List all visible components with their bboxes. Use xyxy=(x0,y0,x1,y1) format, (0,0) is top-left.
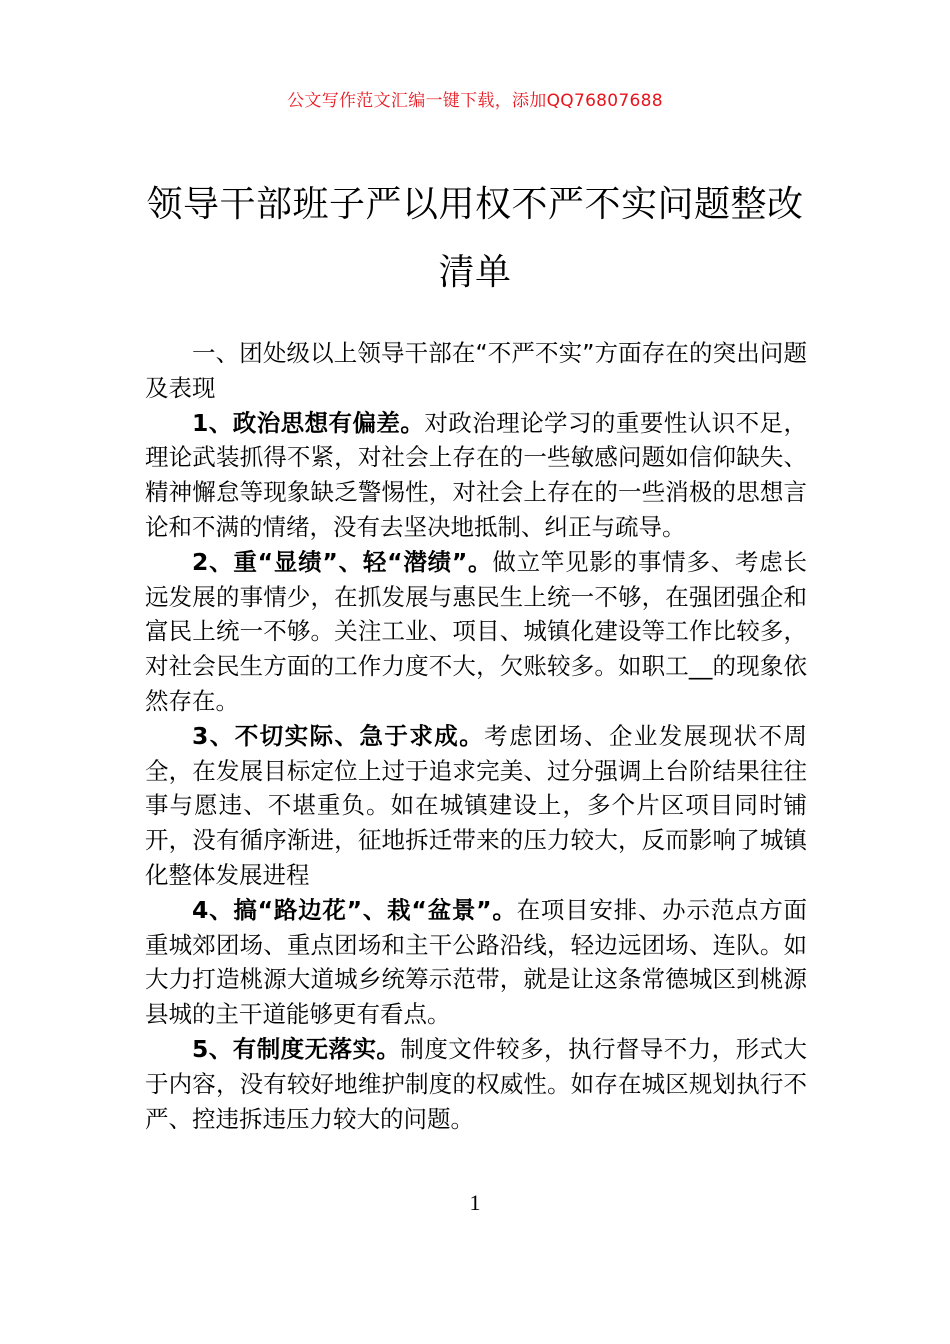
list-item xyxy=(145,545,807,719)
item-heading: 4、搞“路边花”、栽“盆景”。 xyxy=(192,895,517,924)
document-body xyxy=(145,336,807,1136)
page-number: 1 xyxy=(469,1190,481,1215)
list-item xyxy=(145,719,807,893)
item-body: 做立竿见影的事情多、考虑长远发展的事情少，在抓发展与惠民生上统一不够，在强团强企和富民上统一不够。关注工业、项目、城镇化建设等工作比较多，对社会民生方面的工作力度不大，欠账较多。如职工__的现象依然存在。 xyxy=(145,547,807,715)
download-promo-link[interactable]: 公文写作范文汇编一键下载，添加QQ76807688 xyxy=(287,91,663,111)
document-title-line2: 清单 xyxy=(438,252,512,293)
list-item xyxy=(145,893,807,1032)
item-heading: 1、政治思想有偏差。 xyxy=(192,408,425,437)
item-heading: 2、重“显绩”、轻“潜绩”。 xyxy=(192,547,493,576)
section-heading: 一、团处级以上领导干部在“不严不实”方面存在的突出问题及表现 xyxy=(145,339,807,402)
item-body: 在项目安排、办示范点方面重城郊团场、重点团场和主干公路沿线，轻边远团场、连队。如大力打造桃源大道城乡统筹示范带，就是让这条常德城区到桃源县城的主干道能够更有看点。 xyxy=(145,895,807,1029)
document-title-line1: 领导干部班子严以用权不严不实问题整改 xyxy=(146,184,804,225)
item-heading: 3、不切实际、急于求成。 xyxy=(192,721,485,750)
list-item xyxy=(145,1032,807,1136)
item-body: 制度文件较多，执行督导不力，形式大于内容，没有较好地维护制度的权威性。如存在城区规划执行不严、控违拆违压力较大的问题。 xyxy=(145,1034,808,1133)
list-item xyxy=(145,406,807,545)
item-body: 考虑团场、企业发展现状不周全，在发展目标定位上过于追求完美、过分强调上台阶结果往往事与愿违、不堪重负。如在城镇建设上，多个片区项目同时铺开，没有循序渐进，征地拆迁带来的压力较大，反而影响了城镇化整体发展进程 xyxy=(145,721,807,889)
item-heading: 5、有制度无落实。 xyxy=(192,1034,401,1063)
item-body: 对政治理论学习的重要性认识不足，理论武装抓得不紧，对社会上存在的一些敏感问题如信仰缺失、精神懈怠等现象缺乏警惕性，对社会上存在的一些消极的思想言论和不满的情绪，没有去坚决地抵制、纠正与疏导。 xyxy=(145,408,807,541)
